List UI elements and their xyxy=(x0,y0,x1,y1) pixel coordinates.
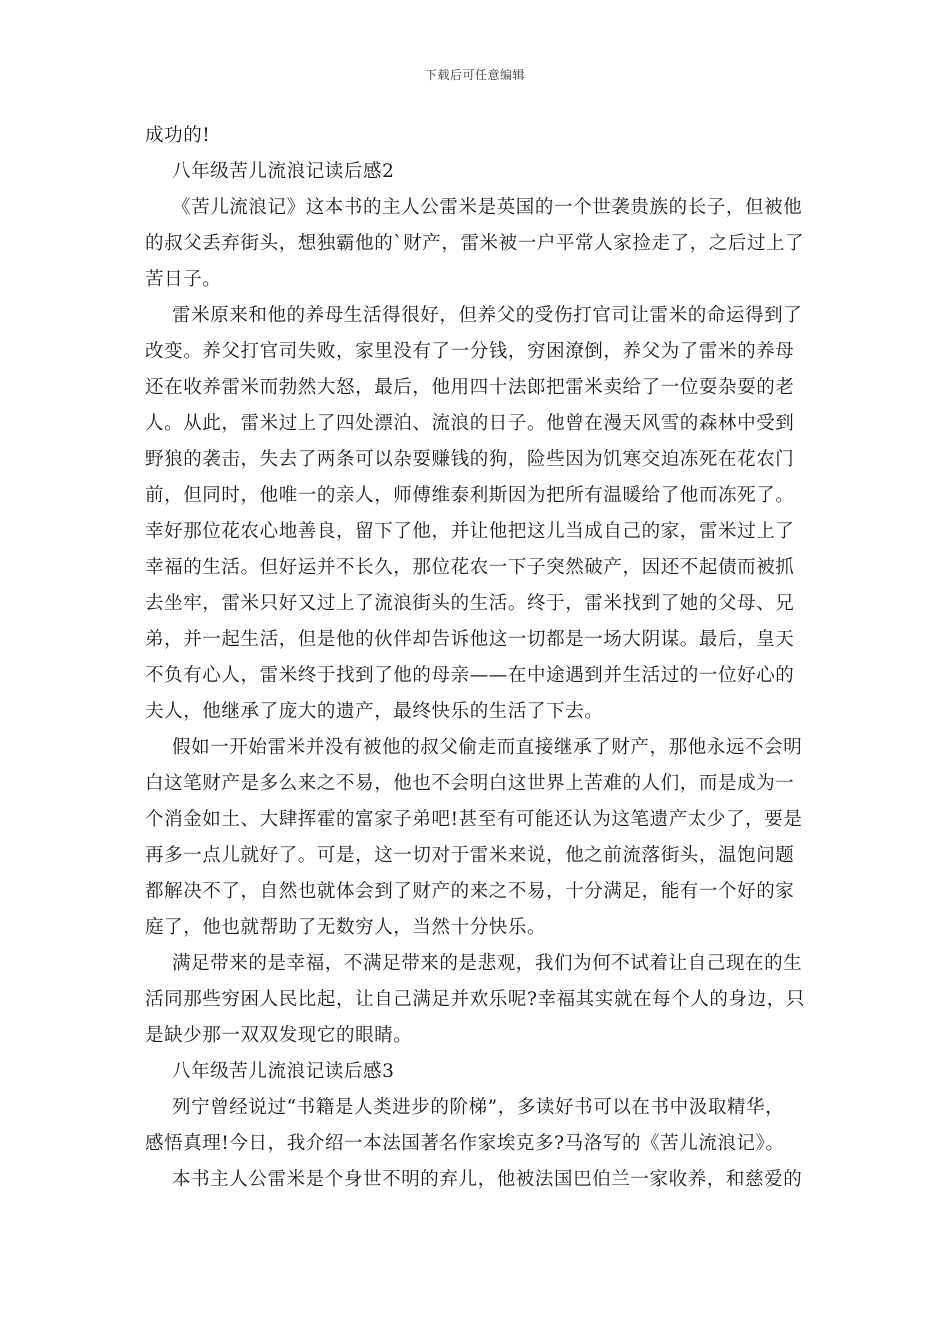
text-line: 个消金如土、大肆挥霍的富家子弟吧!甚至有可能还认为这笔遗产太少了，要是 xyxy=(145,809,803,830)
text-line: 改变。养父打官司失败，家里没有了一分钱，穷困潦倒，养父为了雷米的养母 xyxy=(145,341,795,362)
text-line: 八年级苦儿流浪记读后感3 xyxy=(172,1061,395,1082)
text-line: 幸福的生活。但好运并不长久，那位花农一下子突然破产，因还不起债而被抓 xyxy=(145,557,795,578)
page-header: 下载后可任意编辑 xyxy=(424,68,525,82)
text-line: 《苦儿流浪记》这本书的主人公雷米是英国的一个世袭贵族的长子，但被他 xyxy=(172,197,803,218)
text-line: 庭了，他也就帮助了无数穷人，当然十分快乐。 xyxy=(145,917,547,938)
text-line: 成功的! xyxy=(145,125,211,146)
text-line: 白这笔财产是多么来之不易，他也不会明白这世界上苦难的人们，而是成为一 xyxy=(145,773,795,794)
text-line: 再多一点儿就好了。可是，这一切对于雷米来说，他之前流落街头，温饱问题 xyxy=(145,845,795,866)
text-line: 还在收养雷米而勃然大怒，最后，他用四十法郎把雷米卖给了一位耍杂耍的老 xyxy=(145,377,795,398)
text-line: 弟，并一起生活，但是他的伙伴却告诉他这一切都是一场大阴谋。最后，皇天 xyxy=(145,629,795,650)
text-line: 满足带来的是幸福，不满足带来的是悲观，我们为何不试着让自己现在的生 xyxy=(172,953,803,974)
text-line: 去坐牢，雷米只好又过上了流浪街头的生活。终于，雷米找到了她的父母、兄 xyxy=(145,593,795,614)
text-line: 野狼的袭击，失去了两条可以杂耍赚钱的狗，险些因为饥寒交迫冻死在花农门 xyxy=(145,449,795,470)
text-line: 假如一开始雷米并没有被他的叔父偷走而直接继承了财产，那他永远不会明 xyxy=(172,737,803,758)
text-line: 苦日子。 xyxy=(145,269,222,290)
text-line: 都解决不了，自然也就体会到了财产的来之不易，十分满足，能有一个好的家 xyxy=(145,881,795,902)
text-line: 活同那些穷困人民比起，让自己满足并欢乐呢?幸福其实就在每个人的身边，只 xyxy=(145,989,805,1010)
text-line: 不负有心人，雷米终于找到了他的母亲——在中途遇到并生活过的一位好心的 xyxy=(145,665,795,686)
text-line: 感悟真理!今日，我介绍一本法国著名作家埃克多?马洛写的《苦儿流浪记》。 xyxy=(145,1133,785,1154)
text-line: 八年级苦儿流浪记读后感2 xyxy=(172,161,395,182)
text-line: 本书主人公雷米是个身世不明的弃儿，他被法国巴伯兰一家收养，和慈爱的 xyxy=(172,1169,803,1190)
text-line: 幸好那位花农心地善良，留下了他，并让他把这儿当成自己的家，雷米过上了 xyxy=(145,521,795,542)
text-line: 是缺少那一双双发现它的眼睛。 xyxy=(145,1025,413,1046)
text-line: 的叔父丢弃街头，想独霸他的`财产，雷米被一户平常人家捡走了，之后过上了 xyxy=(145,233,805,254)
text-line: 夫人，他继承了庞大的遗产，最终快乐的生活了下去。 xyxy=(145,701,604,722)
text-line: 雷米原来和他的养母生活得很好，但养父的受伤打官司让雷米的命运得到了 xyxy=(172,305,803,326)
text-line: 前，但同时，他唯一的亲人，师傅维泰利斯因为把所有温暖给了他而冻死了。 xyxy=(145,485,795,506)
text-line: 人。从此，雷米过上了四处漂泊、流浪的日子。他曾在漫天风雪的森林中受到 xyxy=(145,413,795,434)
text-line: 列宁曾经说过“书籍是人类进步的阶梯”，多读好书可以在书中汲取精华， xyxy=(172,1097,785,1118)
document-body xyxy=(145,118,810,1198)
